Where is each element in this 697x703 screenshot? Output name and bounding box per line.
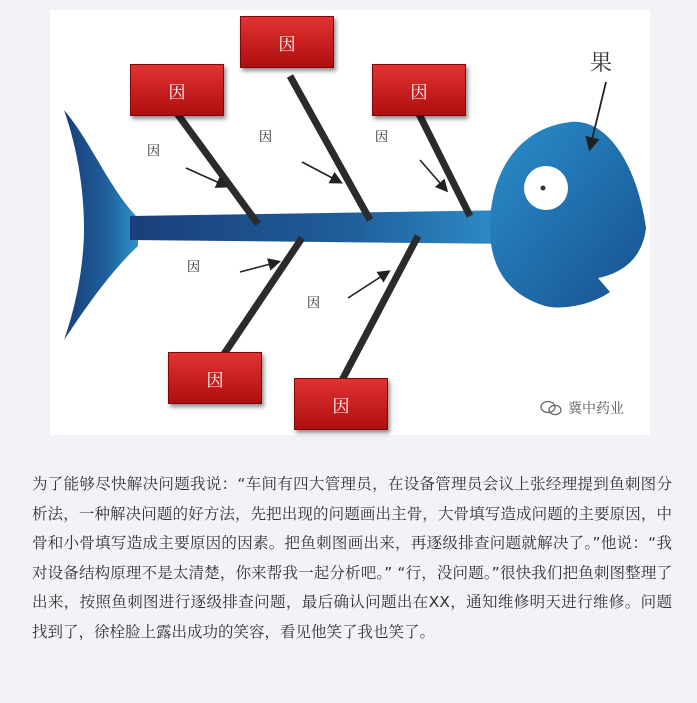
sub-cause-label-2: 因 — [259, 130, 273, 145]
bone-upper-3 — [418, 112, 470, 216]
arrow-2 — [302, 162, 340, 182]
effect-label: 果 — [590, 51, 613, 76]
sub-cause-label-3: 因 — [375, 130, 389, 145]
article-paragraph: 为了能够尽快解决问题我说：“车间有四大管理员，在设备管理员会议上张经理提到鱼刺图分析法，一种解决问题的好方法，先把出现的问题画出主骨，大骨填写造成问题的主要原因，中骨和小骨填写造成主要原因的因素。把鱼刺图画出来，再逐级排查问题就解决了。”他说：“我对设备结构原理不是太清楚，你来帮我一起分析吧。” “行，没问题。”很快我们把鱼刺图整理了出来，按照鱼刺图进行逐级排查问题，最后确认问题出在XX，通知维修明天进行维修。问题找到了，徐栓脸上露出成功的笑容，看见他笑了我也笑了。 — [32, 475, 672, 641]
watermark-text: 冀中药业 — [568, 401, 624, 417]
fish-eye — [524, 166, 568, 210]
sub-cause-label-1: 因 — [147, 144, 161, 159]
cause-box-4: 因 — [168, 352, 262, 404]
fish-spine — [130, 210, 520, 244]
sub-cause-label-4: 因 — [187, 260, 201, 275]
fishbone-diagram — [50, 10, 650, 435]
fish-tail — [64, 110, 138, 340]
cause-box-5: 因 — [294, 378, 388, 430]
bone-lower-2 — [340, 236, 418, 384]
cause-box-3: 因 — [372, 64, 466, 116]
sub-cause-label-5: 因 — [307, 296, 321, 311]
bone-lower-1 — [216, 238, 302, 366]
bone-upper-2 — [290, 76, 370, 220]
arrow-5 — [348, 272, 388, 298]
cause-box-1: 因 — [130, 64, 224, 116]
watermark — [540, 398, 624, 418]
bone-upper-1 — [176, 112, 258, 224]
wechat-icon — [540, 400, 562, 416]
fish-head — [490, 122, 646, 308]
cause-box-2: 因 — [240, 16, 334, 68]
arrow-4 — [240, 262, 278, 272]
